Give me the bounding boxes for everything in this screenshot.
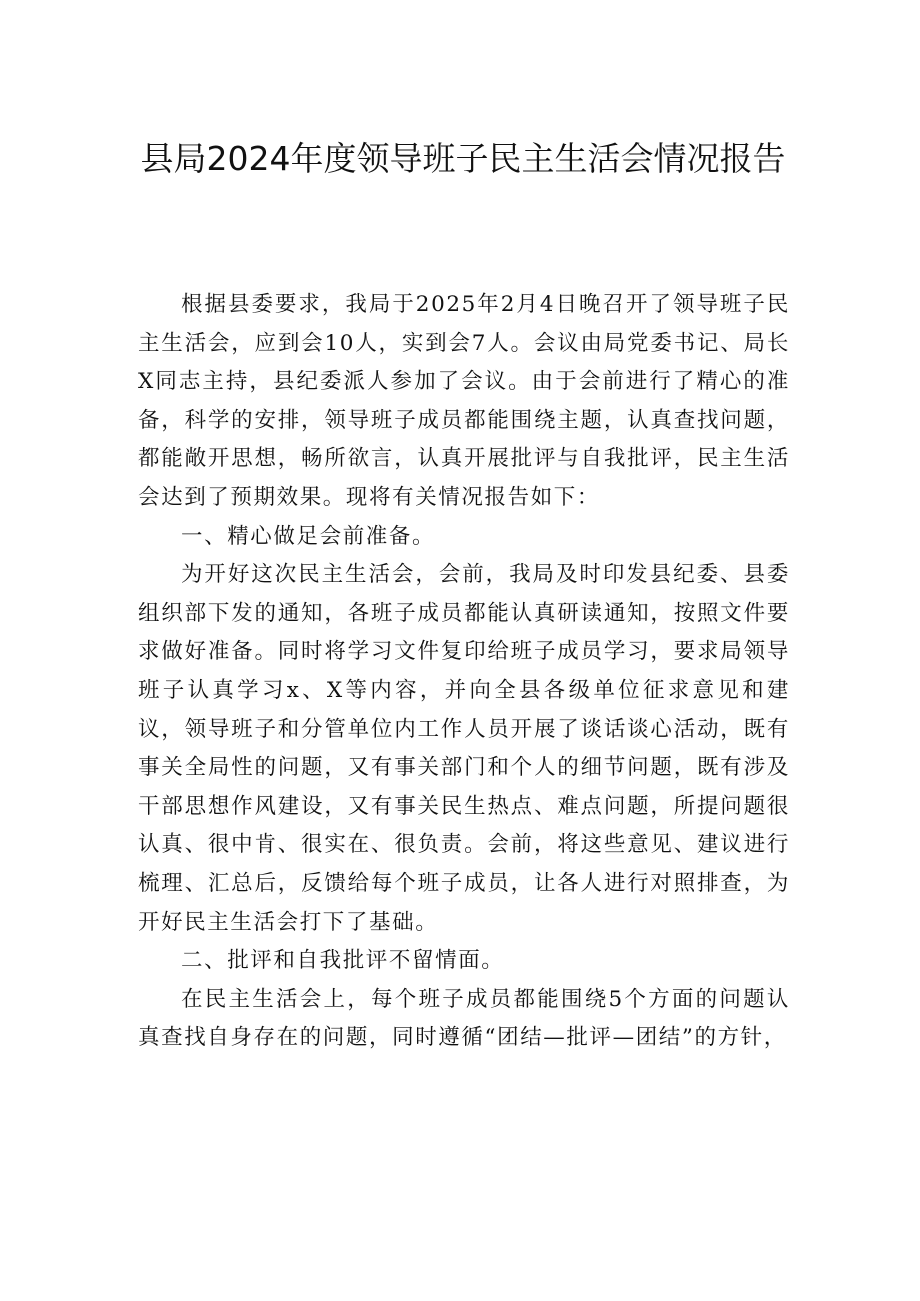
document-body: [138, 286, 790, 1058]
paragraph-preparation: 为开好这次民主生活会，会前，我局及时印发县纪委、县委组织部下发的通知，各班子成员都能认真研读通知，按照文件要求做好准备。同时将学习文件复印给班子成员学习，要求局领导班子认真学习x、X等内容，并向全县各级单位征求意见和建议，领导班子和分管单位内工作人员开展了谈话谈心活动，既有事关全局性的问题，又有事关部门和个人的细节问题，既有涉及干部思想作风建设，又有事关民生热点、难点问题，所提问题很认真、很中肯、很实在、很负责。会前，将这些意见、建议进行梳理、汇总后，反馈给每个班子成员，让各人进行对照排查，为开好民主生活会打下了基础。: [138, 562, 790, 935]
section-heading-1: 一、精心做足会前准备。: [181, 523, 436, 549]
paragraph-intro: 根据县委要求，我局于2025年2月4日晚召开了领导班子民主生活会，应到会10人，实到会7人。会议由局党委书记、局长X同志主持，县纪委派人参加了会议。由于会前进行了精心的准备，科学的安排，领导班子成员都能围绕主题，认真查找问题，都能敞开思想，畅所欲言，认真开展批评与自我批评，民主生活会达到了预期效果。现将有关情况报告如下：: [138, 292, 790, 510]
section-heading-2: 二、批评和自我批评不留情面。: [181, 948, 505, 974]
paragraph-criticism: 在民主生活会上，每个班子成员都能围绕5个方面的问题认真查找自身存在的问题，同时遵循“团结—批评—团结”的方针，: [138, 986, 790, 1051]
document-title: 县局2024年度领导班子民主生活会情况报告: [140, 139, 786, 178]
